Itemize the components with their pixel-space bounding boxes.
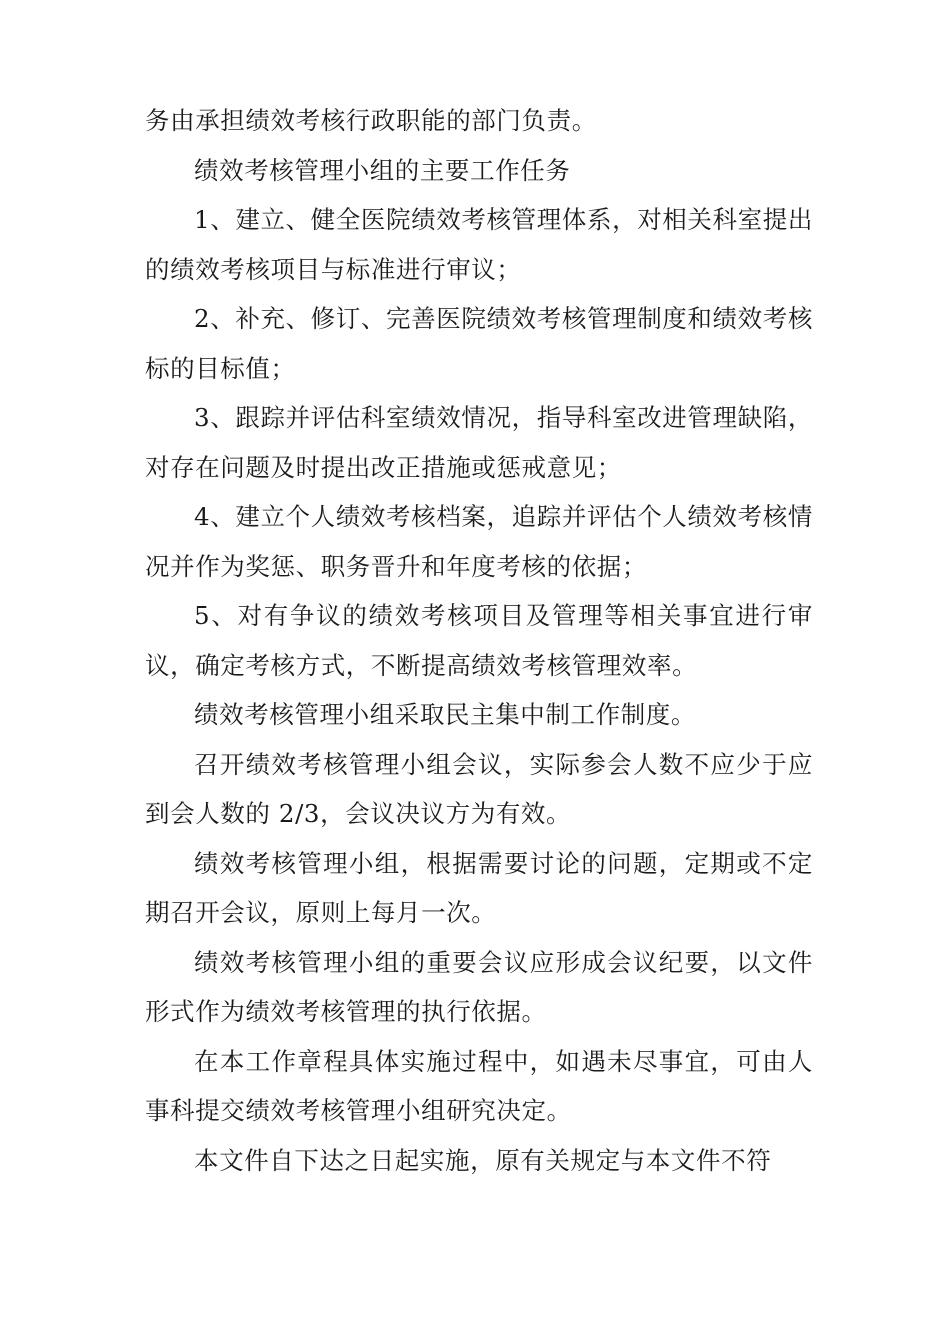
document-body	[145, 96, 813, 1185]
paragraph-meeting-minutes: 绩效考核管理小组的重要会议应形成会议纪要，以文件形式作为绩效考核管理的执行依据。	[145, 947, 813, 1026]
paragraph-task-1: 1、建立、健全医院绩效考核管理体系，对相关科室提出的绩效考核项目与标准进行审议；	[145, 205, 813, 284]
paragraph-effective-date: 本文件自下达之日起实施，原有关规定与本文件不符	[194, 1145, 772, 1175]
paragraph-meeting-schedule: 绩效考核管理小组，根据需要讨论的问题，定期或不定期召开会议，原则上每月一次。	[145, 848, 813, 927]
paragraph-work-system: 绩效考核管理小组采取民主集中制工作制度。	[194, 700, 696, 729]
paragraph-unresolved-matters: 在本工作章程具体实施过程中，如遇未尽事宜，可由人事科提交绩效考核管理小组研究决定。	[145, 1046, 813, 1125]
paragraph-continuation: 务由承担绩效考核行政职能的部门负责。	[145, 106, 597, 135]
paragraph-meeting-quorum: 召开绩效考核管理小组会议，实际参会人数不应少于应到会人数的 2/3，会议决议方为有效。	[145, 749, 813, 828]
paragraph-heading-tasks: 绩效考核管理小组的主要工作任务	[194, 155, 571, 185]
paragraph-task-5: 5、对有争议的绩效考核项目及管理等相关事宜进行审议，确定考核方式，不断提高绩效考核管理效率。	[145, 601, 813, 680]
paragraph-task-4: 4、建立个人绩效考核档案，追踪并评估个人绩效考核情况并作为奖惩、职务晋升和年度考核的依据；	[145, 502, 813, 581]
paragraph-task-3: 3、跟踪并评估科室绩效情况，指导科室改进管理缺陷，对存在问题及时提出改正措施或惩戒意见；	[145, 403, 813, 482]
paragraph-task-2: 2、补充、修订、完善医院绩效考核管理制度和绩效考核标的目标值；	[145, 304, 813, 383]
